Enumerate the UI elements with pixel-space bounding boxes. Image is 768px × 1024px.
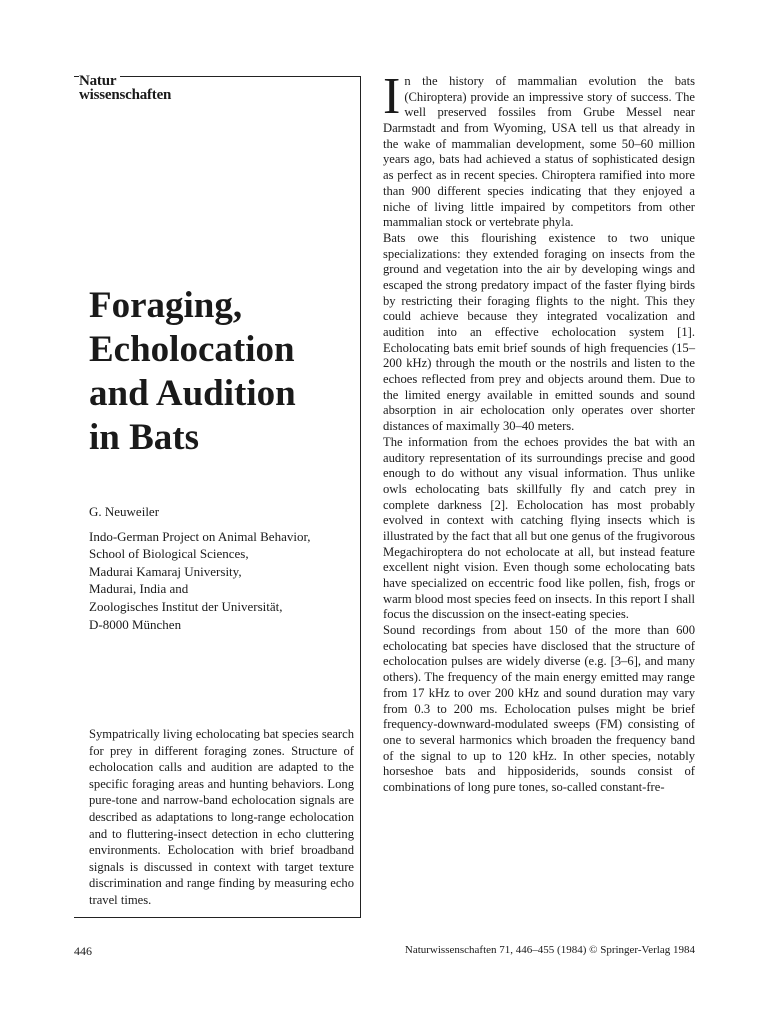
affiliation-line: Madurai Kamaraj University, bbox=[89, 563, 242, 579]
title-line: in Bats bbox=[89, 417, 200, 458]
abstract: Sympatrically living echolocating bat species search for prey in different foraging zones. Structure of echolocation calls and audition are adapted to the specific foraging areas and hunting behaviors. Long pure-tone and narrow-band echolocation signals are described as adaptations to long-range echolocation and to fluttering-insect detection in echo cluttering environments. Echolocation with brief broadband signals is discussed in context with target texture discrimination and range finding by measuring echo travel times. bbox=[89, 727, 354, 907]
affiliation-line: School of Biological Sciences, bbox=[89, 546, 249, 562]
journal-citation: Naturwissenschaften 71, 446–455 (1984) © Springer-Verlag 1984 bbox=[404, 944, 695, 956]
body-paragraph: Sound recordings from about 150 of the more than 600 echolocating bat species have disclosed that the structure of echolocation pulses are widely diverse (e.g. [3–6], and many others). The frequency of the main energy emitted may range from 17 kHz to over 200 kHz and sound duration may vary from 0.3 to 200 ms. Echolocation pulses might be brief frequency-downward-modulated sweeps (FM) consisting of one to several harmonics which broaden the frequency band of the signal to up to 120 kHz. In other species, notably horseshoe bats and hipposiderids, sounds consist of combinations of long pure tones, so-called constant-fre- bbox=[383, 623, 695, 794]
title-line: and Audition bbox=[89, 373, 296, 414]
affiliation-line: Indo-German Project on Animal Behavior, bbox=[89, 528, 311, 544]
body-paragraph: The information from the echoes provides the bat with an auditory representation of its surroundings precise and good enough to do without any visual information. Thus unlike owls echolocating bats skillfully fly and catch prey in complete darkness [2]. Echolocation has most probably evolved in context with catching flying insects which is illustrated by the fact that all but one genus of the frugivorous Megachiroptera do not echolocate at all, but instead feature excellent night vision. Even though some echolocating bats have specialized on eccentric food like pollen, fish, frogs or warm blood most species feed on insects. In this report I shall focus the discussion on the insect-eating species. bbox=[383, 434, 695, 622]
author-name: G. Neuweiler bbox=[89, 504, 160, 519]
journal-logo-line1: Natur bbox=[79, 74, 120, 88]
page-number: 446 bbox=[74, 944, 92, 958]
body-paragraph bbox=[383, 68, 695, 231]
body-column bbox=[383, 68, 695, 796]
affiliation-line: D-8000 München bbox=[89, 616, 182, 632]
journal-logo bbox=[79, 74, 171, 102]
author-block bbox=[89, 503, 354, 633]
title-line: Foraging, bbox=[89, 285, 243, 326]
title-line: Echolocation bbox=[89, 329, 295, 370]
drop-cap: I bbox=[383, 68, 401, 125]
body-paragraph: Bats owe this flourishing existence to two unique specializations: they extended foraging on insects from the ground and vegetation into the air by developing wings and escaped the strong predatory impact of the faster flying birds by restricting their foraging flights to the night. This they could achieve because they integrated vocalization and audition into an effective echolocation system [1]. Echolocating bats emit brief sounds of high frequencies (15–200 kHz) through the mouth or the nostrils and listen to the echoes reflected from prey and objects around them. Due to the limited energy available in emitted sounds and sound absorption in air echolocation only operates over shorter distances of maximally 30–40 meters. bbox=[383, 230, 695, 434]
affiliation-line: Madurai, India and bbox=[89, 581, 189, 597]
affiliation-line: Zoologisches Institut der Universität, bbox=[89, 598, 283, 614]
article-title bbox=[89, 284, 354, 460]
paragraph-text: n the history of mammalian evolution the bats (Chiroptera) provide an impressive story of success. The well preserved fossiles from Grube Messel near Darmstadt and from Wyoming, USA tell us that already in the wake of mammalian development, some 50–60 million years ago, bats had achieved a status of sophisticated design as perfect as in recent species. Chiroptera ramified into more than 900 different species indicating that they enjoyed a niche of living little impaired by competitors from other mammalian stock or vertebrate phyla. bbox=[383, 74, 695, 230]
author-affiliation bbox=[89, 528, 354, 634]
journal-logo-line2: wissenschaften bbox=[79, 87, 172, 103]
